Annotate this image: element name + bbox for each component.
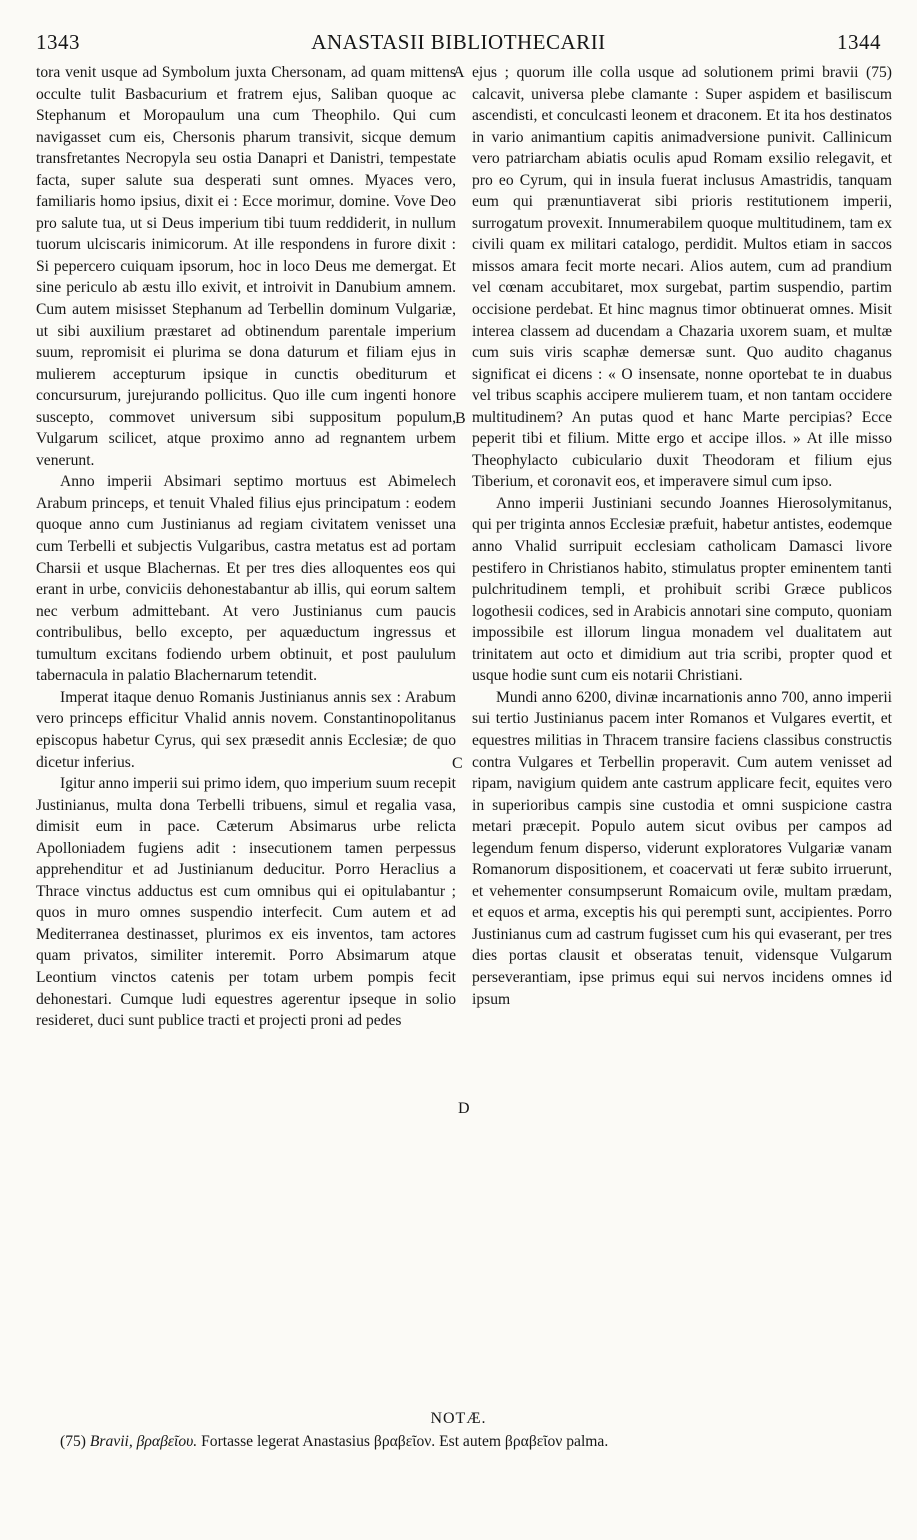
footnote-text: Fortasse legerat Anastasius βραβεῖον. Est autem βραβεῖον palma. <box>197 1433 609 1450</box>
left-paragraph-1: tora venit usque ad Symbolum juxta Chersonam, ad quam mittens occulte tulit Basbacurium et fratrem ejus, Saliban quoque ac Stephanum et Moropaulum una cum Theophilo. Qui cum navigasset cum eis, Chersonis pharum transivit, sicque demum transfretantes Necropyla seu ostia Danapri et Danistri, tempestate facta, super salute sua desperati sunt omnes. Myaces vero, familiaris homo ipsius, dixit ei : Ecce morimur, domine. Vove Deo pro salute tua, ut si Deus imperium tibi tuum reddiderit, in nullum tuorum ulciscaris inimicorum. At ille respondens in furore dixit : Si pepercero cuiquam ipsorum, hoc in loco Deus me demergat. Et sine periculo ab æstu illo exivit, et introivit in Danubium amnem. Cum autem misisset Stephanum ad Terbellin dominum Vulgariæ, ut sibi auxilium præstaret ad obtinendum parentale imperium suum, repromisit ei plurima se dona daturum et filiam ejus in mulierem accepturum ipsique in cunctis obediturum et concursurum, jurejurando pollicitus. Quo ille cum ingenti honore suscepto, commovet universum sibi suppositum populum, Vulgarum scilicet, atque proximo anno ad regnantem urbem venerunt. <box>36 64 456 469</box>
footnote-number: (75) <box>60 1433 90 1450</box>
left-paragraph-2: Anno imperii Absimari septimo mortuus est Abimelech Arabum princeps, et tenuit Vhaled filius ejus principatum : eodem quoque anno cum Justinianus ad regiam civitatem venisset una cum Terbelli et subjectis Vulgaribus, castra metatus est ad portam Charsii et usque Blachernas. Et per tres dies alloquentes eos qui erant in urbe, conviciis dehonestabantur ab illis, qui eorum saltem nec verbum admittebant. At vero Justinianus cum paucis contribulibus, bello excepto, per aquæductum ingressus et tumultum excitans fodiendo urbem obtinuit, et post paululum tabernacula in palatio Blachernarum tetendit. <box>36 473 456 685</box>
page-header <box>36 30 881 58</box>
footnote-lemma: Bravii, βραβεῖου. <box>89 1433 198 1450</box>
right-paragraph-1: ejus ; quorum ille colla usque ad solutionem primi bravii (75) calcavit, universa plebe clamante : Super aspidem et basiliscum ascendisti, et conculcasti leonem et draconem. Et ita hos destinatos in vario animantium capitis animadversione punivit. Callinicum vero patriarcham abiatis oculis apud Romam exsilio relegavit, et pro eo Cyrum, qui in insula fuerat inclusus Amastridis, tanquam eum qui prænuntiaverat sibi prioris restitutionem imperii, surrogatum provexit. Innumerabilem quoque multitudinem, tam ex civili quam ex militari catalogo, perdidit. Multos etiam in saccos missos amara fecit morte necari. Alios autem, cum ad prandium vel cœnam accubitaret, mox surgebat, partim suspendio, partim occisione perdebat. Et hinc magnus timor obtinuerat omnes. Misit interea classem ad ducendam a Chazaria uxorem suam, et multæ cum suis viris scaphæ demersæ sunt. Quo audito chaganus significat ei dicens : « O insensate, nonne oportebat te in duabus vel tribus scaphis accipere mulierem tuam, et non tantam occidere multitudinem? An putas quod et hanc Marte percipias? Ecce peperit tibi et filium. Mitte ergo et accipe illos. » At ille misso Theophylacto cubiculario duxit Theodoram et filium ejus Tiberium, et coronavit eos, et imperavere simul cum ipso. <box>472 64 892 491</box>
footnote-75 <box>60 1433 890 1451</box>
section-marker-c: C <box>452 755 463 772</box>
section-marker-d: D <box>458 1100 470 1117</box>
running-title: ANASTASII BIBLIOTHECARII <box>311 30 606 54</box>
page-number-left: 1343 <box>36 30 80 54</box>
notes-heading: NOTÆ. <box>430 1410 487 1427</box>
right-column <box>472 62 892 1010</box>
left-paragraph-3: Imperat itaque denuo Romanis Justinianus annis sex : Arabum vero princeps efficitur Vhalid annis novem. Constantinopolitanus episcopus habetur Cyrus, qui sex præsedit annis Ecclesiæ; de quo dicetur inferius. <box>36 688 456 771</box>
left-column <box>36 62 456 1032</box>
page-number-right: 1344 <box>837 30 881 54</box>
section-marker-a: A <box>453 64 465 81</box>
left-paragraph-4: Igitur anno imperii sui primo idem, quo imperium suum recepit Justinianus, multa dona Terbelli tribuens, simul et regalia vasa, dimisit eum in pace. Cæterum Absimarus urbe relicta Apolloniadem fugiens adit : insecutionem tamen perpessus apprehenditur et ad Justinianum deducitur. Porro Heraclius a Thrace vinctus adductus est cum omnibus qui ei opitulabantur ; quos in muro omnes suspendio interfecit. Cum autem et ad Mediterranea destinasset, plurimos ex eis inventos, tam actores quam privatos, similiter interemit. Porro Absimarum atque Leontium vinctos catenis per totam urbem pompis fecit dehonestari. Cumque ludi equestres agerentur ipseque in solio resideret, duci sunt publice tracti et projecti proni ad pedes <box>36 775 456 1030</box>
right-paragraph-2: Anno imperii Justiniani secundo Joannes Hierosolymitanus, qui per triginta annos Ecclesiæ præfuit, habetur antistes, eodemque anno Vhalid surripuit ecclesiam catholicam Damasci livore pestifero in Christianos habito, stimulatus propter eminentem tanti pulchritudinem templi, et prohibuit scribi Græce publicos logothesii codices, sed in Arabicis annotari sine computo, quoniam impossibile est illorum lingua monadem vel dualitatem aut trinitatem aut octo et dimidium aut tria scribi, propter quod et usque hodie sunt cum eis notarii Christiani. <box>472 494 892 685</box>
section-marker-b: B <box>455 410 466 427</box>
right-paragraph-3: Mundi anno 6200, divinæ incarnationis anno 700, anno imperii sui tertio Justinianus pacem inter Romanos et Vulgares evertit, et equestres militias in Thracem transire faciens classibus constructis contra Vulgares et Terbellin properavit. Cum autem venisset ad ripam, navigium quidem ante castrum applicare fecit, equites vero in superioribus campis sine custodia et omni suspicione castra metari præcepit. Populo autem sicut ovibus per campos ad legendum fenum disperso, viderunt exploratores Vulgariæ vanam Romanorum dispositionem, et coacervati ut feræ subito irruerunt, et vehementer consumpserunt Romaicum ovile, multam prædam, et equos et arma, exceptis his qui perempti sunt, accipientes. Porro Justinianus cum ad castrum fugisset cum his qui evaserant, per tres dies portas clausit et obseratas tenuit, vidensque Vulgarum perseverantiam, ipse primus equi sui nervos incidens omnes id ipsum <box>472 688 892 1008</box>
